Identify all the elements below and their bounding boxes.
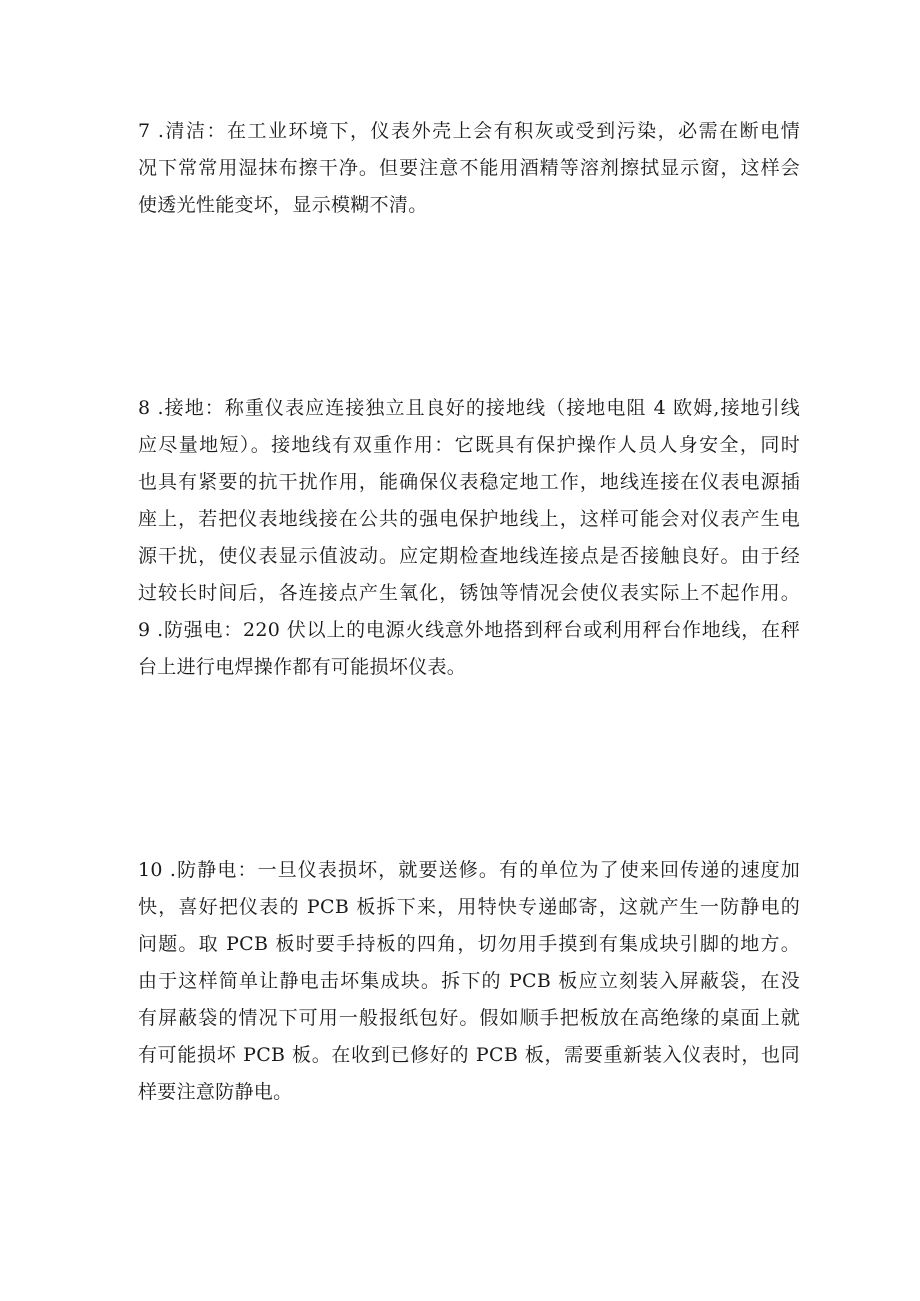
paragraph-line: 由于这样简单让静电击坏集成块。拆下的 PCB 板应立刻装入屏蔽袋，在没 [138,970,800,992]
paragraph-line: 有屏蔽袋的情况下可用一般报纸包好。假如顺手把板放在高绝缘的桌面上就 [138,1007,800,1029]
paragraph-line: 有可能损坏 PCB 板。在收到已修好的 PCB 板，需要重新装入仪表时，也同 [138,1044,800,1066]
paragraph-line: 过较长时间后，各连接点产生氧化，锈蚀等情况会使仪表实际上不起作用。 [138,582,800,604]
paragraph-line: 使透光性能变坏，显示模糊不清。 [138,194,428,216]
paragraph-antistatic [138,852,800,1111]
paragraph-cleaning [138,113,800,224]
paragraph-line: 9 .防强电：220 伏以上的电源火线意外地搭到秤台或利用秤台作地线，在秤 [138,619,800,641]
paragraph-line: 样要注意防静电。 [138,1081,293,1103]
paragraph-high-voltage [138,612,800,686]
paragraph-line: 10 .防静电：一旦仪表损坏，就要送修。有的单位为了使来回传递的速度加 [138,859,800,881]
paragraph-line: 问题。取 PCB 板时要手持板的四角，切勿用手摸到有集成块引脚的地方。 [138,933,800,955]
paragraph-line: 台上进行电焊操作都有可能损坏仪表。 [138,656,467,678]
paragraph-line: 源干扰，使仪表显示值波动。应定期检查地线连接点是否接触良好。由于经 [138,545,800,567]
paragraph-grounding [138,390,800,612]
paragraph-line: 也具有紧要的抗干扰作用，能确保仪表稳定地工作，地线连接在仪表电源插 [138,471,800,493]
paragraph-line: 况下常常用湿抹布擦干净。但要注意不能用酒精等溶剂擦拭显示窗，这样会 [138,157,800,179]
paragraph-line: 7 .清洁：在工业环境下，仪表外壳上会有积灰或受到污染，必需在断电情 [138,120,800,142]
paragraph-line: 应尽量地短）。接地线有双重作用：它既具有保护操作人员人身安全，同时 [138,434,800,456]
paragraph-line: 座上，若把仪表地线接在公共的强电保护地线上，这样可能会对仪表产生电 [138,508,800,530]
paragraph-line: 8 .接地：称重仪表应连接独立且良好的接地线（接地电阻 4 欧姆,接地引线 [138,397,800,419]
paragraph-line: 快，喜好把仪表的 PCB 板拆下来，用特快专递邮寄，这就产生一防静电的 [138,896,800,918]
